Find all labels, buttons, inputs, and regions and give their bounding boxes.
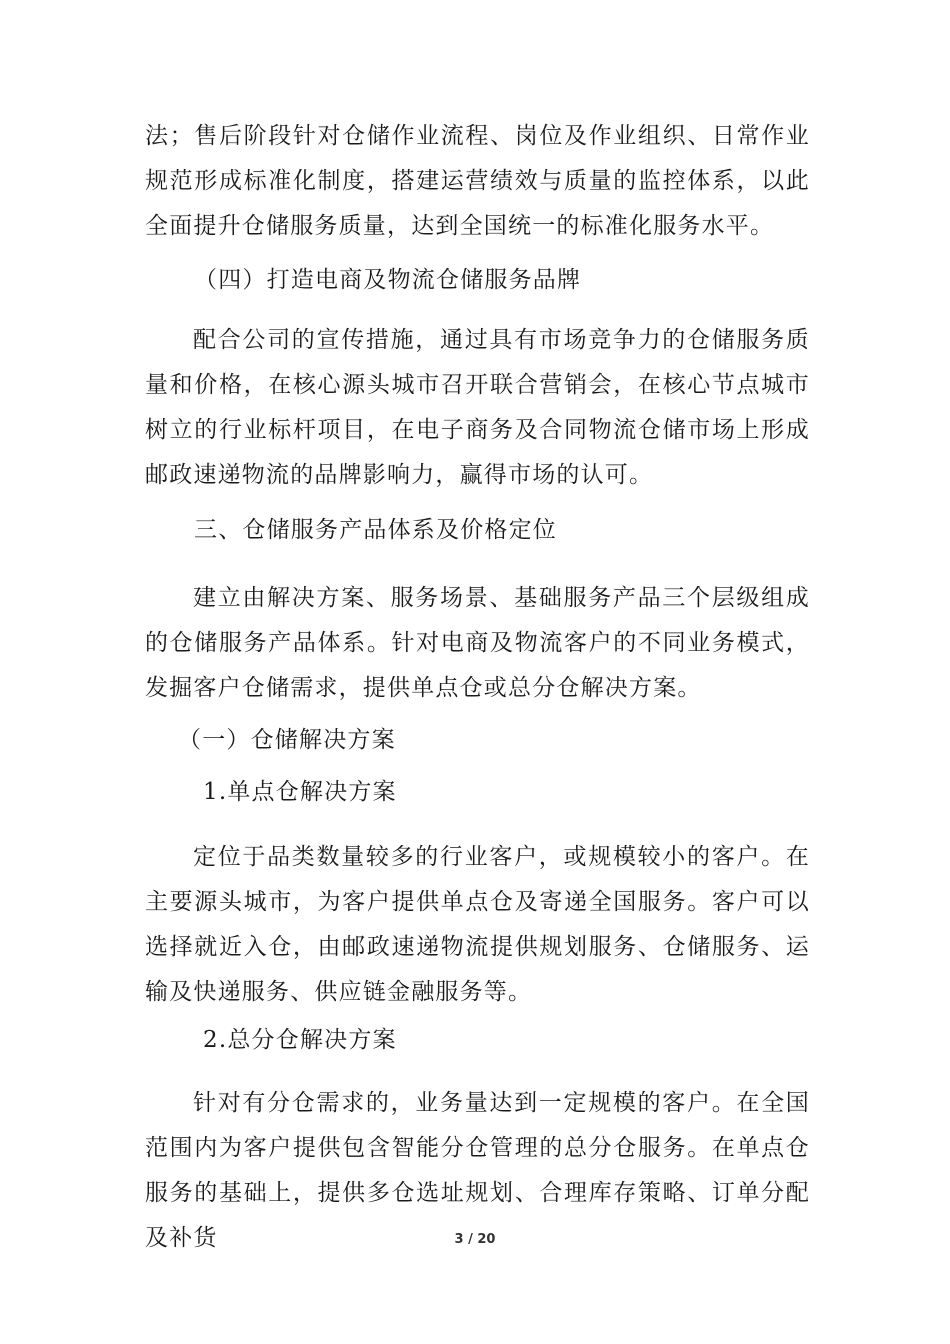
section-heading-three: 三、仓储服务产品体系及价格定位 [194, 517, 557, 543]
paragraph-multi-warehouse: 针对有分仓需求的，业务量达到一定规模的客户。在全国范围内为客户提供包含智能分仓管理的总分仓服务。在单点仓服务的基础上，提供多仓选址规划、合理库存策略、订单分配及补货 [145, 1090, 810, 1251]
subsection-heading-multi-warehouse: 2.总分仓解决方案 [203, 1027, 397, 1053]
paragraph-brand: 配合公司的宣传措施，通过具有市场竞争力的仓储服务质量和价格，在核心源头城市召开联合营销会，在核心节点城市树立的行业标杆项目，在电子商务及合同物流仓储市场上形成邮政速递物流的品牌影响力，赢得市场的认可。 [145, 327, 810, 488]
page-number: 3 / 20 [454, 1232, 496, 1247]
paragraph-single-warehouse: 定位于品类数量较多的行业客户，或规模较小的客户。在主要源头城市，为客户提供单点仓及寄递全国服务。客户可以选择就近入仓，由邮政速递物流提供规划服务、仓储服务、运输及快递服务、供应链金融服务等。 [145, 844, 810, 1005]
paragraph-product-system: 建立由解决方案、服务场景、基础服务产品三个层级组成的仓储服务产品体系。针对电商及物流客户的不同业务模式，发掘客户仓储需求，提供单点仓或总分仓解决方案。 [145, 585, 810, 701]
section-heading-four: （四）打造电商及物流仓储服务品牌 [194, 267, 582, 293]
subsection-heading-single-warehouse: 1.单点仓解决方案 [203, 779, 397, 805]
paragraph-standardization: 法；售后阶段针对仓储作业流程、岗位及作业组织、日常作业规范形成标准化制度，搭建运营绩效与质量的监控体系，以此全面提升仓储服务质量，达到全国统一的标准化服务水平。 [145, 123, 810, 239]
section-heading-one: （一）仓储解决方案 [178, 727, 396, 753]
